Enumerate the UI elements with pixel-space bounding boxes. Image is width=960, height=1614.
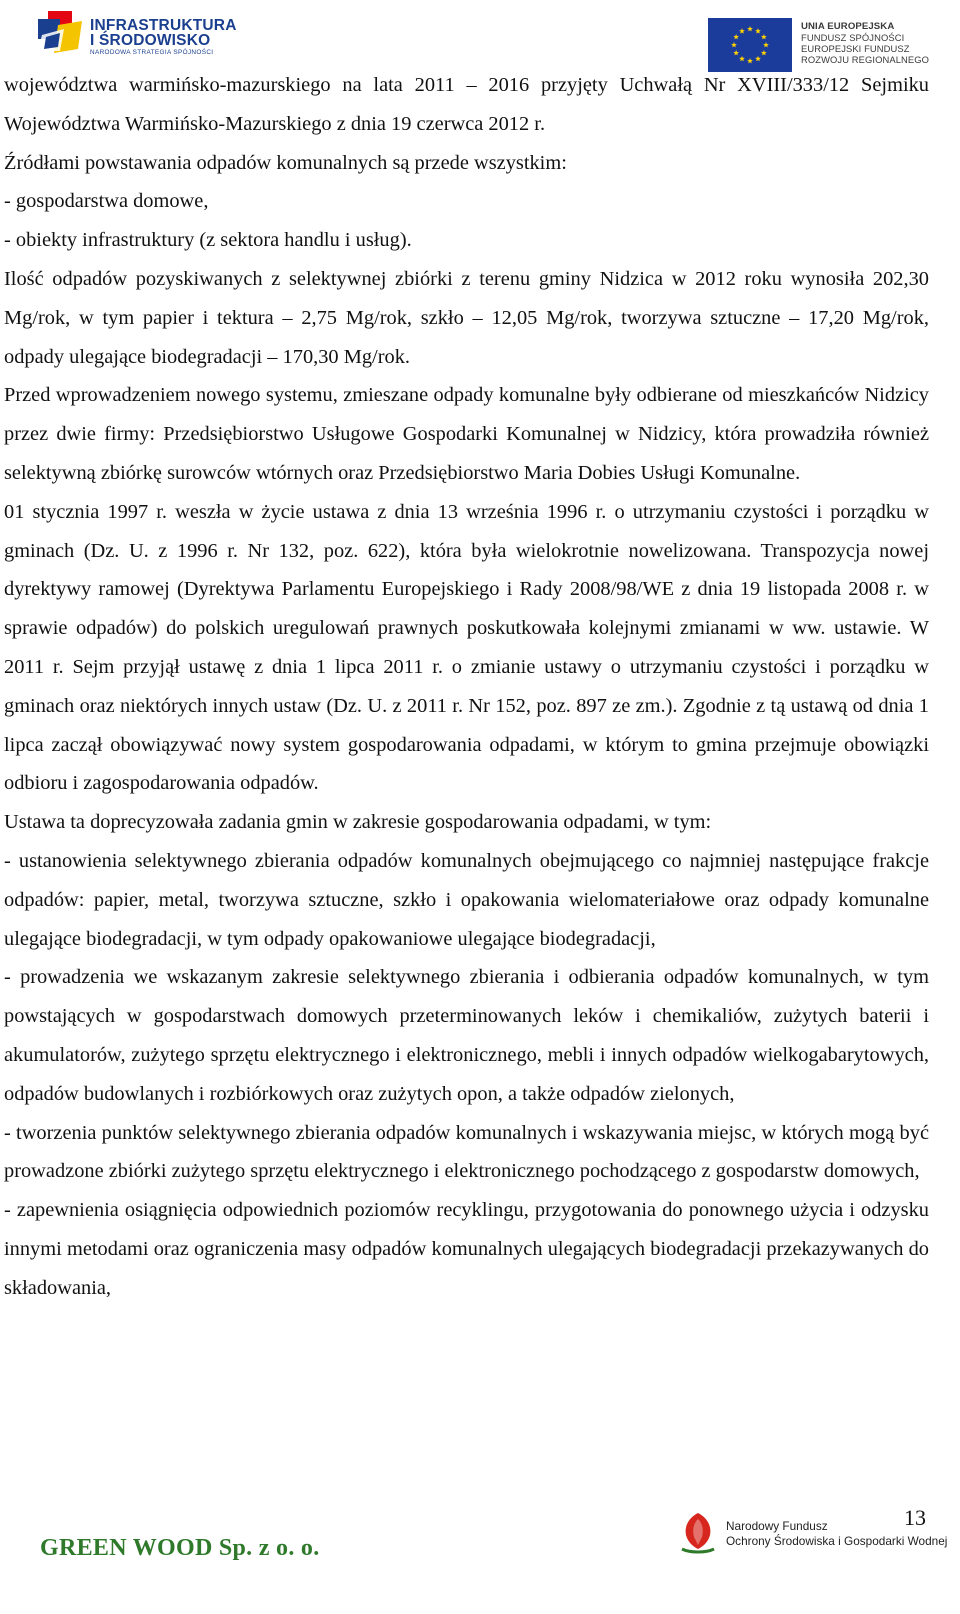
infrastruktura-srodowisko-logo — [38, 11, 238, 55]
company-name: GREEN WOOD Sp. z o. o. — [40, 1535, 320, 1561]
eu-line-2: FUNDUSZ SPÓJNOŚCI — [801, 32, 905, 43]
eu-line-1: UNIA EUROPEJSKA — [801, 21, 895, 32]
list-item: - obiekty infrastruktury (z sektora handlu i usług). — [4, 229, 412, 252]
list-item: - tworzenia punktów selektywnego zbierania odpadów komunalnych i wskazywania miejsc, w których mogą być prowadzone zbiórki zużytego sprzętu elektrycznego i elektronicznego pochodzącego z gospodarstw domowych, — [4, 1121, 929, 1183]
document-body — [4, 66, 929, 1308]
paragraph: Ustawa ta doprecyzowała zadania gmin w zakresie gospodarowania odpadami, w tym: — [4, 811, 712, 834]
paragraph: 01 stycznia 1997 r. weszła w życie ustawa z dnia 13 września 1996 r. o utrzymaniu czystości i porządku w gminach (Dz. U. z 1996 r. Nr 132, poz. 622), która była wielokrotnie nowelizowana. Transpozycja nowej dyrektywy ramowej (Dyrektywa Parlamentu Europejskiego i Rady 2008/98/WE z dnia 19 listopada 2008 r. w sprawie odpadów) do polskich uregulowań prawnych poskutkowała kolejnymi zmianami w ww. ustawie. W 2011 r. Sejm przyjął ustawę z dnia 1 lipca 2011 r. o zmianie ustawy o utrzymaniu czystości i porządku w gminach oraz niektórych innych ustaw (Dz. U. z 2011 r. Nr 152, poz. 897 ze zm.). Zgodnie z tą ustawą od dnia 1 lipca zaczął obowiązywać nowy system gospodarowania odpadami, w którym to gmina przejmuje obowiązki odbioru i zagospodarowania odpadów. — [4, 500, 929, 795]
paragraph: Źródłami powstawania odpadów komunalnych są przede wszystkim: — [4, 151, 567, 174]
nfos-line-1: Narodowy Fundusz — [726, 1519, 828, 1533]
list-item: - gospodarstwa domowe, — [4, 190, 209, 213]
infrastruktura-logo-mark-icon — [38, 11, 84, 53]
paragraph: Ilość odpadów pozyskiwanych z selektywnej zbiórki z terenu gminy Nidzica w 2012 roku wynosiła 202,30 Mg/rok, w tym papier i tektura – 2,75 Mg/rok, szkło – 12,05 Mg/rok, tworzywa sztuczne – 17,20 Mg/rok, odpady ulegające biodegradacji – 170,30 Mg/rok. — [4, 267, 929, 368]
paragraph: Przed wprowadzeniem nowego systemu, zmieszane odpady komunalne były odbierane od mieszkańców Nidzicy przez dwie firmy: Przedsiębiorstwo Usługowe Gospodarki Komunalnej w Nidzicy, która prowadziła również selektywną zbiórkę surowców wtórnych oraz Przedsiębiorstwo Maria Dobies Usługi Komunalne. — [4, 384, 929, 484]
eu-funds-label — [801, 21, 929, 65]
list-item: - prowadzenia we wskazanym zakresie selektywnego zbierania i odbierania odpadów komunalnych, w tym powstających w gospodarstwach domowych przeterminowanych leków i chemikaliów, zużytych baterii i akumulatorów, zużytego sprzętu elektrycznego i elektronicznego, mebli i innych odpadów wielkogabarytowych, odpadów budowlanych i rozbiórkowych oraz zużytych opon, a także odpadów zielonych, — [4, 966, 929, 1105]
nfosigw-logo-icon — [676, 1509, 720, 1557]
page-number: 13 — [904, 1505, 926, 1530]
list-item: - ustanowienia selektywnego zbierania odpadów komunalnych obejmującego co najmniej następujące frakcje odpadów: papier, metal, tworzywa sztuczne, szkło i opakowania wielomateriałowe oraz odpady komunalne ulegające biodegradacji, w tym odpady opakowaniowe ulegające biodegradacji, — [4, 849, 929, 950]
list-item: - zapewnienia osiągnięcia odpowiednich poziomów recyklingu, przygotowania do ponownego użycia i odzysku innymi metodami oraz ograniczenia masy odpadów komunalnych ulegających biodegradacji przekazywanych do składowania, — [4, 1199, 929, 1299]
logo-line-3: NARODOWA STRATEGIA SPÓJNOŚCI — [90, 49, 214, 56]
eu-line-4: ROZWOJU REGIONALNEGO — [801, 54, 930, 65]
eu-line-3: EUROPEJSKI FUNDUSZ — [801, 43, 910, 54]
page-header — [0, 0, 960, 74]
paragraph: województwa warmińsko-mazurskiego na lata 2011 – 2016 przyjęty Uchwałą Nr XVIII/333/12 Sejmiku Województwa Warmińsko-Mazurskiego z dnia 19 czerwca 2012 r. — [4, 74, 929, 135]
logo-line-1: INFRASTRUKTURA — [90, 17, 237, 34]
eu-flag-icon — [708, 18, 792, 72]
nfos-line-2: Ochrony Środowiska i Gospodarki Wodnej — [726, 1534, 948, 1548]
logo-line-2: I ŚRODOWISKO — [90, 32, 211, 49]
nfosigw-label — [726, 1519, 947, 1549]
